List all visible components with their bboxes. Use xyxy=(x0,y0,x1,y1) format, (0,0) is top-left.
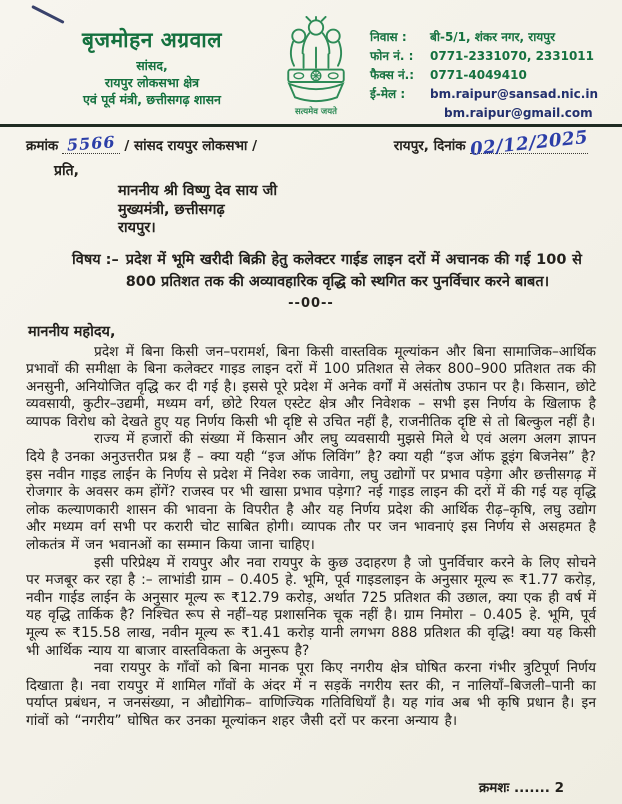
letter-body xyxy=(26,344,596,731)
sender-name: बृजमोहन अग्रवाल xyxy=(82,28,222,52)
date-handwritten: 02/12/2025 xyxy=(468,126,589,161)
salutation: माननीय महोदय, xyxy=(28,323,116,340)
footer-page-number: 2 xyxy=(554,780,564,796)
sender-designation xyxy=(42,57,262,108)
serial-handwritten: 5566 xyxy=(66,132,117,155)
letterhead-divider xyxy=(0,124,622,127)
residence-label: निवास : xyxy=(370,30,407,44)
emblem-motto: सत्यमेव जयते xyxy=(295,107,337,117)
designation-line: सांसद, xyxy=(136,58,168,73)
letterhead xyxy=(26,0,596,124)
fax-label: फैक्स नं.: xyxy=(370,68,415,82)
letterhead-identity xyxy=(42,12,262,108)
addressee-name: माननीय श्री विष्णु देव साय जी xyxy=(118,183,278,199)
paragraph-2: राज्य में हजारों की संख्या में किसान और लघु व्यवसायी मुझसे मिले थे एवं अलग अलग ज्ञापन दिये है उनका अनुउत्तरीत प्रश्न हैं – क्या यही “इज ऑफ लिविंग” है? क्या यही “इज ऑफ डूइंग बिजनेस” है? इस नवीन गाइड लाईन के निर्णय से प्रदेश में निवेश रुक जावेगा, लघु उद्योगों पर प्रभाव पड़ेगा और छत्तीसगढ़ में रोजगार के अवसर कम होंगें? राजस्व पर भी खासा प्रभाव पड़ेगा? नई गाइड लाइन की दरों में की गई यह वृद्धि लोक कल्याणकारी शासन की भावना के विपरीत है और यह निर्णय प्रदेश की आर्थिक रीढ़–कृषि, लघु उद्योग और मध्यम वर्ग सभी पर करारी चोट साबित होगी। व्यापक तौर पर जन भावनाएं इस निर्णय से असहमत है लोकतंत्र में जन भवानओं का सम्मान किया जाना चाहिए। xyxy=(26,431,596,554)
paragraph-3: इसी परिप्रेक्ष्य में रायपुर और नवा रायपुर के कुछ उदाहरण है जो पुनर्विचार करने के लिए सोचने पर मजबूर कर रहा है :– लाभांडी ग्राम – 0.405 हे. भूमि, पूर्व गाइडलाइन के अनुसार मूल्य रू ₹1.77 करोड़, नवीन गाईड लाईन के अनुसार मूल्य रू ₹12.79 करोड़, अर्थात 725 प्रतिशत की उछाल, क्या एक ही वर्ष में यह वृद्धि तार्किक है? निश्चित रूप से नहीं–यह प्रशासनिक चूक नहीं है। ग्राम निमोरा – 0.405 हे. भूमि, पूर्व मूल्य रू ₹15.58 लाख, नवीन मूल्य रू ₹1.41 करोड़ यानी लगभग 888 प्रतिशत की वृद्धि! क्या यह किसी भी आर्थिक न्याय या बाजार वास्तविकता के अनुरूप है? xyxy=(26,554,596,659)
subject-label: विषय :– xyxy=(72,251,119,268)
reference-line xyxy=(26,126,596,161)
addressee-block xyxy=(118,182,596,238)
footer-label: क्रमशः xyxy=(478,780,510,796)
constituency-line: रायपुर लोकसभा क्षेत्र xyxy=(104,75,200,90)
paragraph-4: नवा रायपुर के गाँवों को बिना मानक पूरा किए नगरीय क्षेत्र घोषित करना गंभीर त्रुटिपूर्ण निर्णय दिखाता है। नवा रायपुर में शामिल गाँवों के अंदर में न सड़कें नगरीय स्तर की, न नालियाँ–बिजली–पानी का पर्याप्त प्रबंधन, न जनसंख्या, न औद्योगिक– वाणिज्यिक गतिविधियाँ है। यह गांव अब भी कृषि प्रधान है। इन गांवों को “नगरीय” घोषित कर उनका मूल्यांकन शहर जैसी दरों पर करना अन्याय है। xyxy=(26,660,596,729)
email-value-1: bm.raipur@sansad.nic.in xyxy=(430,87,598,101)
place-date-label: रायपुर, दिनांक xyxy=(393,138,466,154)
contact-fax xyxy=(370,66,596,85)
contact-phone xyxy=(370,47,596,66)
residence-value: बी-5/1, शंकर नगर, रायपुर xyxy=(430,30,555,44)
emblem-block xyxy=(270,12,362,117)
serial-label: क्रमांक xyxy=(26,138,59,154)
email-value-2: bm.raipur@gmail.com xyxy=(444,106,593,120)
subject-block xyxy=(72,249,582,293)
section-separator: --00-- xyxy=(288,295,334,311)
footer-dots: ....... xyxy=(513,780,550,796)
contact-residence xyxy=(370,28,596,47)
email-label: ई-मेल : xyxy=(370,87,406,101)
serial-suffix: / सांसद रायपुर लोकसभा / xyxy=(124,138,258,154)
addressee-title: मुख्यमंत्री, छत्तीसगढ़ xyxy=(118,201,225,218)
continuation-footer xyxy=(479,778,564,796)
addressee-place: रायपुर। xyxy=(118,220,156,236)
paragraph-1: प्रदेश में बिना किसी जन–परामर्श, बिना किसी वास्तविक मूल्यांकन और बिना सामाजिक–आर्थिक प्रभावों की समीक्षा के बिना कलेक्टर गाइड लाइन दरों में 100 प्रतिशत से लेकर 800–900 प्रतिशत तक की अनसुनी, अनियोजित वृद्धि कर दी गई है। इससे पूरे प्रदेश में अनेक वर्गों में असंतोष उफान पर है। किसान, छोटे व्यवसायी, कुटीर–उद्यमी, मध्यम वर्ग, छोटे रियल एस्टेट क्षेत्र और निवेशक – सभी इस निर्णय के खिलाफ है व्यापक विरोध को देखते हुए यह निर्णय किसी भी दृष्टि से उचित नहीं है, राजनीतिक दृष्टि से तो बिल्कुल नहीं है। xyxy=(26,343,596,430)
fax-value: 0771-4049410 xyxy=(430,68,527,82)
phone-label: फोन नं. : xyxy=(370,49,414,63)
to-label: प्रति, xyxy=(54,163,79,179)
contact-email xyxy=(370,85,596,104)
subject-text: प्रदेश में भूमि खरीदी बिक्री हेतु कलेक्टर गाईड लाइन दरों में अचानक की गई 100 से 800 प्रतिशत तक की अव्यावहारिक वृद्धि को स्थगित कर पुनर्विचार करने बाबत। xyxy=(125,251,582,290)
place-date-block xyxy=(393,126,592,161)
former-role-line: एवं पूर्व मंत्री, छत्तीसगढ़ शासन xyxy=(83,92,221,107)
serial-dotted-line xyxy=(62,132,120,155)
letterhead-contact xyxy=(370,12,596,123)
serial-number-block xyxy=(26,132,258,155)
date-dotted-line xyxy=(468,126,589,161)
phone-value: 0771-2331070, 2331011 xyxy=(430,49,595,63)
